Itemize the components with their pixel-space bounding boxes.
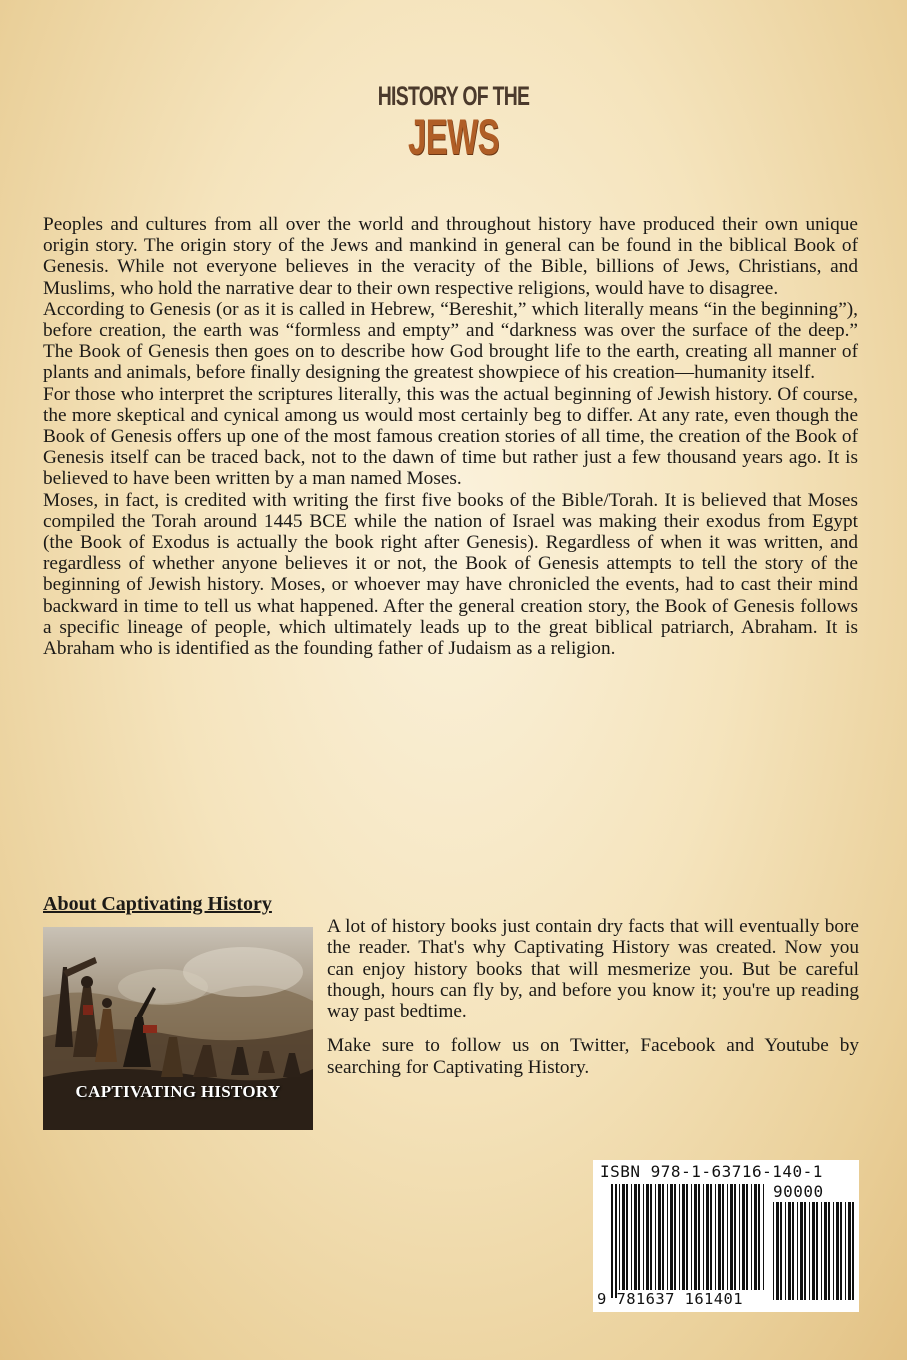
publisher-logo-text: CAPTIVATING HISTORY — [75, 1082, 281, 1101]
ean-number: 9 781637 161401 — [597, 1290, 743, 1308]
isbn-barcode — [593, 1160, 859, 1312]
description-paragraph: According to Genesis (or as it is called in Hebrew, “Bereshit,” which literally means “in the beginning”), before creation, the earth was “formless and empty” and “darkness was over the surface of the deep.” The Book of Genesis then goes on to describe how God brought life to the earth, creating all manner of plants and animals, before finally designing the greatest showpiece of his creation—humanity itself. — [43, 298, 858, 384]
book-title — [0, 80, 907, 165]
price-addon-number: 90000 — [773, 1182, 824, 1201]
description-paragraph: Moses, in fact, is credited with writing the first five books of the Bible/Torah. It is believed that Moses compiled the Torah around 1445 BCE while the nation of Israel was making their exodus from Egypt (the Book of Exodus is actually the book right after Genesis). Regardless of when it was written, and regardless of whether anyone believes it or not, the Book of Genesis attempts to tell the story of the beginning of Jewish history. Moses, or whoever may have chronicled the events, had to cast their mind backward in time to tell us what happened. After the general creation story, the Book of Genesis follows a specific lineage of people, which ultimately leads up to the great biblical patriarch, Abraham. It is Abraham who is identified as the founding father of Judaism as a religion. — [43, 489, 858, 660]
book-description — [43, 214, 858, 659]
description-paragraph: For those who interpret the scriptures literally, this was the actual beginning of Jewish history. Of course, the more skeptical and cynical among us would most certainly beg to differ. At any rate, even though the Book of Genesis offers up one of the most famous creation stories of all time, the creation of the Book of Genesis itself can be traced back, not to the dawn of time but rather just a few thousand years ago. It is believed to have been written by a man named Moses. — [43, 383, 858, 490]
isbn-label: ISBN 978-1-63716-140-1 — [600, 1162, 823, 1181]
description-paragraph: Peoples and cultures from all over the world and throughout history have produced their own unique origin story. The origin story of the Jews and mankind in general can be found in the biblical Book of Genesis. While not everyone believes in the veracity of the Bible, billions of Jews, Christians, and Muslims, who hold the narrative dear to their own respective religions, would have to disagree. — [43, 214, 858, 299]
about-paragraph: A lot of history books just contain dry facts that will eventually bore the reader. That's why Captivating History was created. Now you can enjoy history books that will mesmerize you. But be careful though, hours can fly by, and before you know it; you're up reading way past bedtime. — [327, 916, 859, 1023]
about-paragraph: Make sure to follow us on Twitter, Facebook and Youtube by searching for Captivating History. — [327, 1035, 859, 1078]
title-line-1: HISTORY OF THE — [377, 81, 530, 111]
title-line-2: JEWS — [408, 109, 499, 165]
about-heading: About Captivating History — [43, 893, 272, 915]
publisher-image — [43, 927, 313, 1130]
about-text — [327, 916, 859, 1091]
